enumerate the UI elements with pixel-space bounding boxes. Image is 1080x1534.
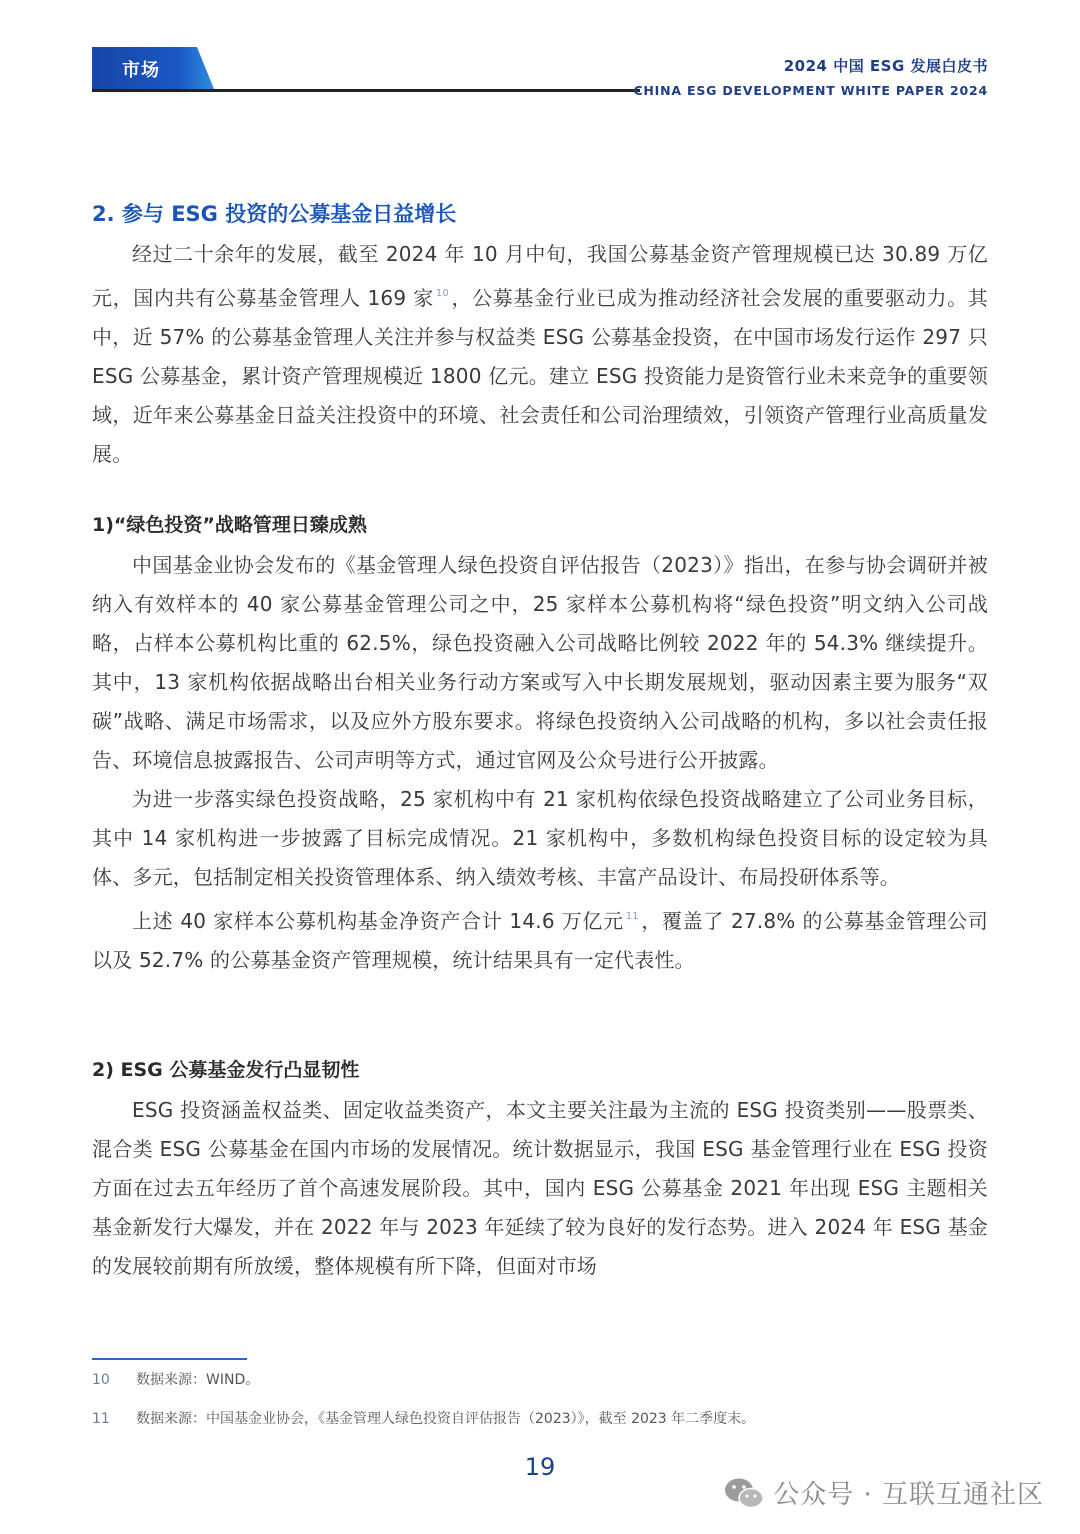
header-title-en: CHINA ESG DEVELOPMENT WHITE PAPER 2024 bbox=[633, 83, 988, 98]
subsection-1-paragraph-3 bbox=[92, 897, 988, 980]
section-tab bbox=[92, 47, 214, 89]
subsection-1-paragraph-2: 为进一步落实绿色投资战略，25 家机构中有 21 家机构依绿色投资战略建立了公司业务目标，其中 14 家机构进一步披露了目标完成情况。21 家机构中，多数机构绿色投资目标的设定较为具体、多元，包括制定相关投资管理体系、纳入绩效考核、丰富产品设计、布局投研体系等。 bbox=[92, 787, 988, 889]
footnote-number: 11 bbox=[92, 1411, 110, 1427]
footnote-10 bbox=[92, 1369, 259, 1389]
footnote-ref-10[interactable]: 10 bbox=[435, 288, 450, 299]
footnote-ref-11[interactable]: 11 bbox=[625, 911, 639, 922]
watermark-text: 公众号 · 互联互通社区 bbox=[773, 1480, 1044, 1510]
watermark bbox=[723, 1474, 1044, 1511]
para3-text-b: ，覆盖了 27.8% 的公募基金管理公司以及 52.7% 的公募基金资产管理规模，统计结果具有一定代表性。 bbox=[92, 909, 988, 972]
subsection-2-paragraph-1: ESG 投资涵盖权益类、固定收益类资产，本文主要关注最为主流的 ESG 投资类别——股票类、混合类 ESG 公募基金在国内市场的发展情况。统计数据显示，我国 ESG 基金管理行业在 ESG 投资方面在过去五年经历了首个高速发展阶段。其中，国内 ESG 公募基金 2021 年出现 ESG 主题相关基金新发行大爆发，并在 2022 年与 2023 年延续了较为良好的发行态势。进入 2024 年 ESG 基金的发展较前期有所放缓，整体规模有所下降，但面对市场 bbox=[92, 1098, 988, 1278]
footnote-text: 数据来源：WIND。 bbox=[136, 1372, 260, 1388]
footnote-11 bbox=[92, 1408, 755, 1428]
header-rule bbox=[92, 89, 640, 92]
section-intro-paragraph bbox=[92, 235, 988, 474]
intro-text-b: ，公募基金行业已成为推动经济社会发展的重要驱动力。其中，近 57% 的公募基金管理人关注并参与权益类 ESG 公募基金投资，在中国市场发行运作 297 只 ESG 公募基金，累计资产管理规模近 1800 亿元。建立 ESG 投资能力是资管行业未来竞争的重要领域，近年来公募基金日益关注投资中的环境、社会责任和公司治理绩效，引领资产管理行业高质量发展。 bbox=[92, 286, 988, 466]
wechat-icon bbox=[723, 1476, 765, 1510]
subsection-1-heading: 1)“绿色投资”战略管理日臻成熟 bbox=[92, 514, 367, 536]
subsection-1-paragraph-1: 中国基金业协会发布的《基金管理人绿色投资自评估报告（2023）》指出，在参与协会调研并被纳入有效样本的 40 家公募基金管理公司之中，25 家样本公募机构将“绿色投资”明文纳入公司战略，占样本公募机构比重的 62.5%，绿色投资融入公司战略比例较 2022 年的 54.3% 继续提升。其中，13 家机构依据战略出台相关业务行动方案或写入中长期发展规划，驱动因素主要为服务“双碳”战略、满足市场需求，以及应外方股东要求。将绿色投资纳入公司战略的机构，多以社会责任报告、环境信息披露报告、公司声明等方式，通过官网及公众号进行公开披露。 bbox=[92, 553, 988, 772]
footnote-number: 10 bbox=[92, 1372, 110, 1388]
footnote-rule bbox=[92, 1358, 247, 1360]
section-block bbox=[92, 198, 988, 474]
page-number: 19 bbox=[524, 1453, 556, 1481]
para3-text-a: 上述 40 家样本公募机构基金净资产合计 14.6 万亿元 bbox=[132, 909, 624, 933]
footnote-text: 数据来源：中国基金业协会，《基金管理人绿色投资自评估报告（2023）》，截至 2023 年二季度末。 bbox=[136, 1411, 756, 1427]
subsection-2-block bbox=[92, 1055, 988, 1286]
section-tab-label: 市场 bbox=[122, 60, 160, 81]
subsection-1-block bbox=[92, 510, 988, 980]
header-title-cn: 2024 中国 ESG 发展白皮书 bbox=[783, 57, 988, 75]
intro-text-a: 经过二十余年的发展，截至 2024 年 10 月中旬，我国公募基金资产管理规模已达 30.89 万亿元，国内共有公募基金管理人 169 家 bbox=[92, 242, 988, 310]
subsection-2-heading: 2) ESG 公募基金发行凸显韧性 bbox=[92, 1059, 360, 1081]
section-heading: 2. 参与 ESG 投资的公募基金日益增长 bbox=[92, 202, 457, 226]
header-title bbox=[633, 55, 988, 98]
